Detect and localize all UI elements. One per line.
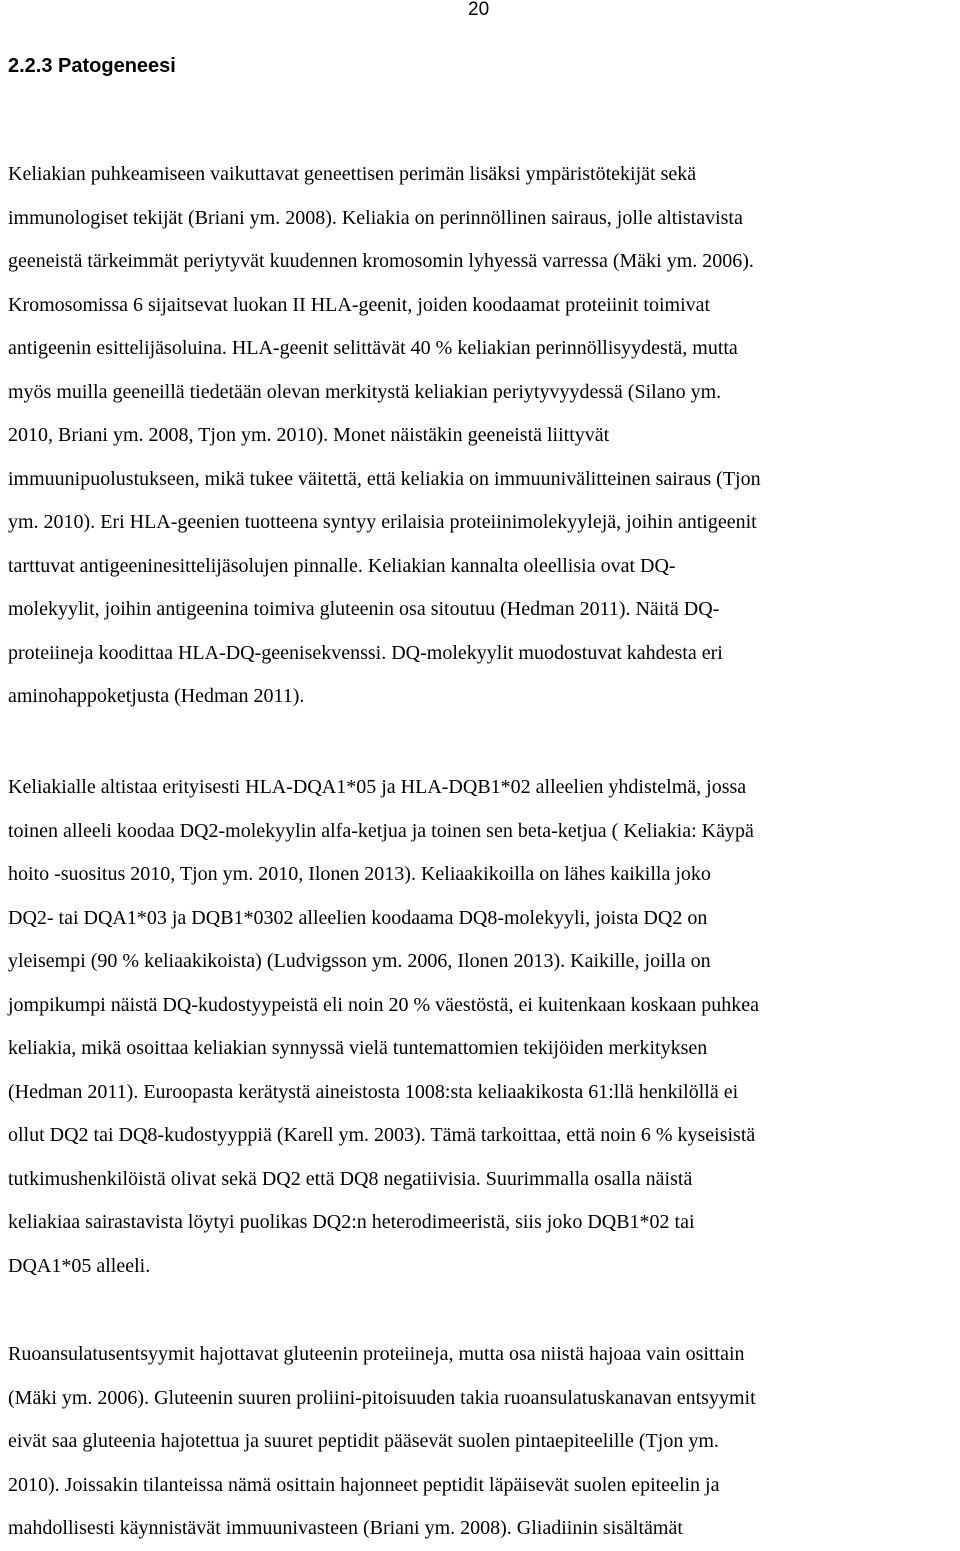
- text-line: keliakia, mikä osoittaa keliakian synnyssä vielä tuntemattomien tekijöiden merkityksen: [8, 1037, 708, 1059]
- text-line: DQA1*05 alleeli.: [8, 1254, 151, 1277]
- text-line: proteiineja koodittaa HLA-DQ-geenisekvenssi. DQ-molekyylit muodostuvat kahdesta eri: [8, 641, 723, 664]
- text-line: (Mäki ym. 2006). Gluteenin suuren proliini-pitoisuuden takia ruoansulatuskanavan entsyymit: [8, 1386, 756, 1409]
- paragraph-digestion: [8, 1333, 958, 1551]
- text-line: eivät saa gluteenia hajotettua ja suuret peptidit pääsevät suolen pintaepiteelille (Tjon ym.: [8, 1430, 719, 1452]
- text-line: mahdollisesti käynnistävät immuunivasteen (Briani ym. 2008). Gliadiinin sisältämät: [8, 1517, 683, 1539]
- text-line: Keliakian puhkeamiseen vaikuttavat geneettisen perimän lisäksi ympäristötekijät sekä: [8, 163, 697, 185]
- paragraph-genetics: [8, 153, 958, 719]
- text-line: keliakiaa sairastavista löytyi puolikas DQ2:n heterodimeeristä, siis joko DQB1*02 tai: [8, 1211, 695, 1233]
- text-line: tarttuvat antigeeninesittelijäsolujen pinnalle. Keliakian kannalta oleellisia ovat DQ-: [8, 554, 676, 577]
- text-line: ollut DQ2 tai DQ8-kudostyyppiä (Karell ym. 2003). Tämä tarkoittaa, että noin 6 % kyseisistä: [8, 1124, 756, 1146]
- text-line: 2010). Joissakin tilanteissa nämä osittain hajonneet peptidit läpäisevät suolen epiteelin ja: [8, 1473, 720, 1496]
- text-line: 2010, Briani ym. 2008, Tjon ym. 2010). Monet näistäkin geeneistä liittyvät: [8, 424, 610, 446]
- paragraph-hla-alleles: [8, 766, 958, 1288]
- text-line: Keliakialle altistaa erityisesti HLA-DQA1*05 ja HLA-DQB1*02 alleelien yhdistelmä, jossa: [8, 776, 747, 798]
- text-line: jompikumpi näistä DQ-kudostyypeistä eli noin 20 % väestöstä, ei kuitenkaan koskaan puhkea: [8, 993, 759, 1016]
- text-line: ym. 2010). Eri HLA-geenien tuotteena syntyy erilaisia proteiinimolekyylejä, joihin antigeenit: [8, 511, 757, 533]
- text-line: toinen alleeli koodaa DQ2-molekyylin alfa-ketjua ja toinen sen beta-ketjua ( Keliakia: Käypä: [8, 819, 754, 842]
- text-line: hoito -suositus 2010, Tjon ym. 2010, Ilonen 2013). Keliaakikoilla on lähes kaikilla joko: [8, 863, 711, 885]
- text-line: Ruoansulatusentsyymit hajottavat gluteenin proteiineja, mutta osa niistä hajoaa vain osittain: [8, 1343, 745, 1365]
- text-line: antigeenin esittelijäsoluina. HLA-geenit selittävät 40 % keliakian perinnöllisyydestä, mutta: [8, 337, 738, 359]
- text-line: myös muilla geeneillä tiedetään olevan merkitystä keliakian periytyvyydessä (Silano ym.: [8, 380, 722, 403]
- text-line: DQ2- tai DQA1*03 ja DQB1*0302 alleelien koodaama DQ8-molekyyli, joista DQ2 on: [8, 906, 708, 929]
- text-line: tutkimushenkilöistä olivat sekä DQ2 että DQ8 negatiivisia. Suurimmalla osalla näistä: [8, 1167, 693, 1190]
- page-number: 20: [468, 0, 490, 20]
- text-line: Kromosomissa 6 sijaitsevat luokan II HLA-geenit, joiden koodaamat proteiinit toimivat: [8, 293, 711, 316]
- text-line: immunologiset tekijät (Briani ym. 2008). Keliakia on perinnöllinen sairaus, jolle altistavista: [8, 206, 743, 229]
- text-line: aminohappoketjusta (Hedman 2011).: [8, 685, 305, 707]
- text-line: geeneistä tärkeimmät periytyvät kuudennen kromosomin lyhyessä varressa (Mäki ym. 2006).: [8, 250, 754, 272]
- text-line: immuunipuolustukseen, mikä tukee väitettä, että keliakia on immuunivälitteinen sairaus (Tjon: [8, 467, 761, 490]
- section-heading: 2.2.3 Patogeneesi: [8, 55, 176, 77]
- text-line: yleisempi (90 % keliaakikoista) (Ludvigsson ym. 2006, Ilonen 2013). Kaikille, joilla on: [8, 950, 711, 972]
- text-line: molekyylit, joihin antigeenina toimiva gluteenin osa sitoutuu (Hedman 2011). Näitä DQ-: [8, 598, 720, 620]
- text-line: (Hedman 2011). Euroopasta kerätystä aineistosta 1008:sta keliaakikosta 61:llä henkilöllä ei: [8, 1080, 739, 1103]
